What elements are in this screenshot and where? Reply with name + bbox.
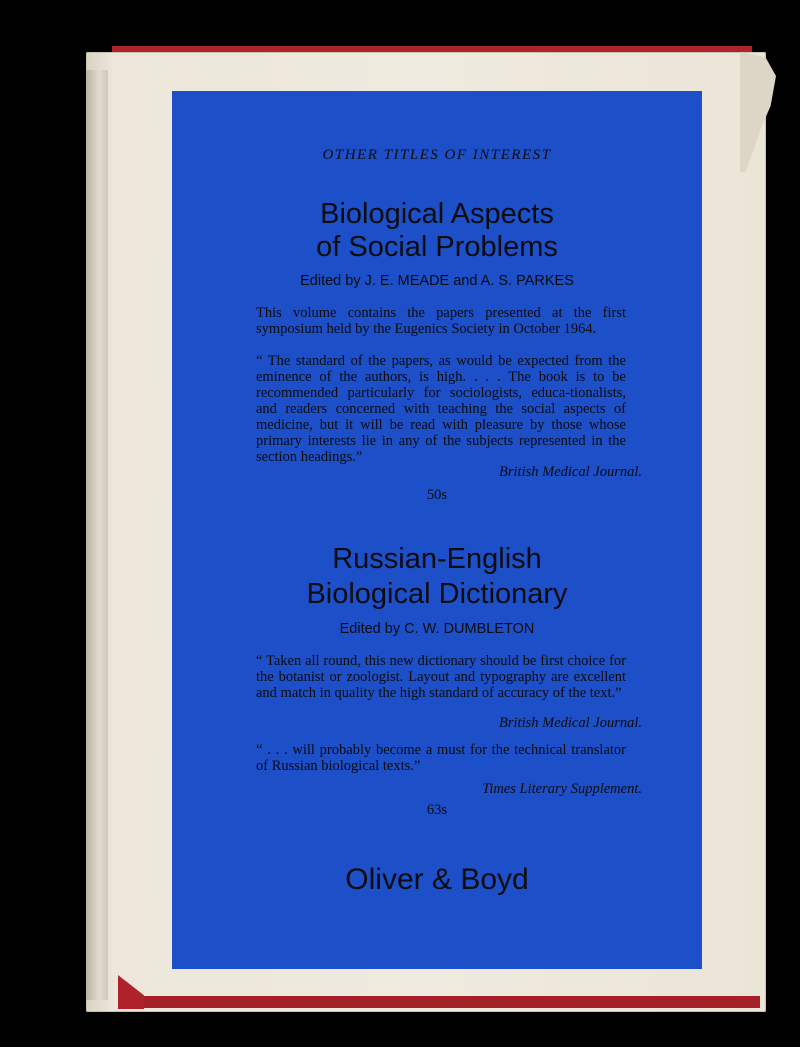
- book-2-review-2-source: Times Literary Supplement.: [482, 781, 642, 797]
- book-1-editor: Edited by J. E. MEADE and A. S. PARKES: [300, 273, 574, 289]
- book-1-price: 50s: [426, 487, 448, 503]
- book-2-editor: Edited by C. W. DUMBLETON: [339, 621, 535, 637]
- book-2-review-1-source: British Medical Journal.: [499, 715, 642, 731]
- book-bottom-edge: [120, 996, 760, 1008]
- book-spine: [86, 70, 108, 1000]
- book-1-review-quote: “ The standard of the papers, as would be expected from the eminence of the authors, is high. . . . The book is to be recommended particularly for sociologists, educa-tionalists, and readers concerned with teaching the social aspects of medicine, but it will be read with pleasure by those whose primary interests lie in any of the subjects represented in the section headings.”: [256, 353, 626, 465]
- book-2-title-line-1: Russian-English: [332, 543, 542, 575]
- book-2-title-line-2: Biological Dictionary: [306, 578, 568, 610]
- book-1-description: This volume contains the papers presented at the first symposium held by the Eugenics Society in October 1964.: [256, 305, 626, 337]
- back-cover-panel: [172, 91, 702, 969]
- book-1-title-line-1: Biological Aspects: [320, 198, 554, 230]
- book-1-review-source: British Medical Journal.: [499, 464, 642, 480]
- book-2-review-1-quote: “ Taken all round, this new dictionary should be first choice for the botanist or zoologist. Layout and typography are excellent and match in quality the high standard of accuracy of the text.”: [256, 653, 626, 701]
- section-header: OTHER TITLES OF INTEREST: [322, 147, 552, 163]
- book-2-price: 63s: [426, 802, 448, 818]
- publisher-name: Oliver & Boyd: [345, 863, 529, 896]
- book-2-review-2-quote: “ . . . will probably become a must for the technical translator of Russian biological texts.”: [256, 742, 626, 774]
- book-1-title-line-2: of Social Problems: [316, 231, 558, 263]
